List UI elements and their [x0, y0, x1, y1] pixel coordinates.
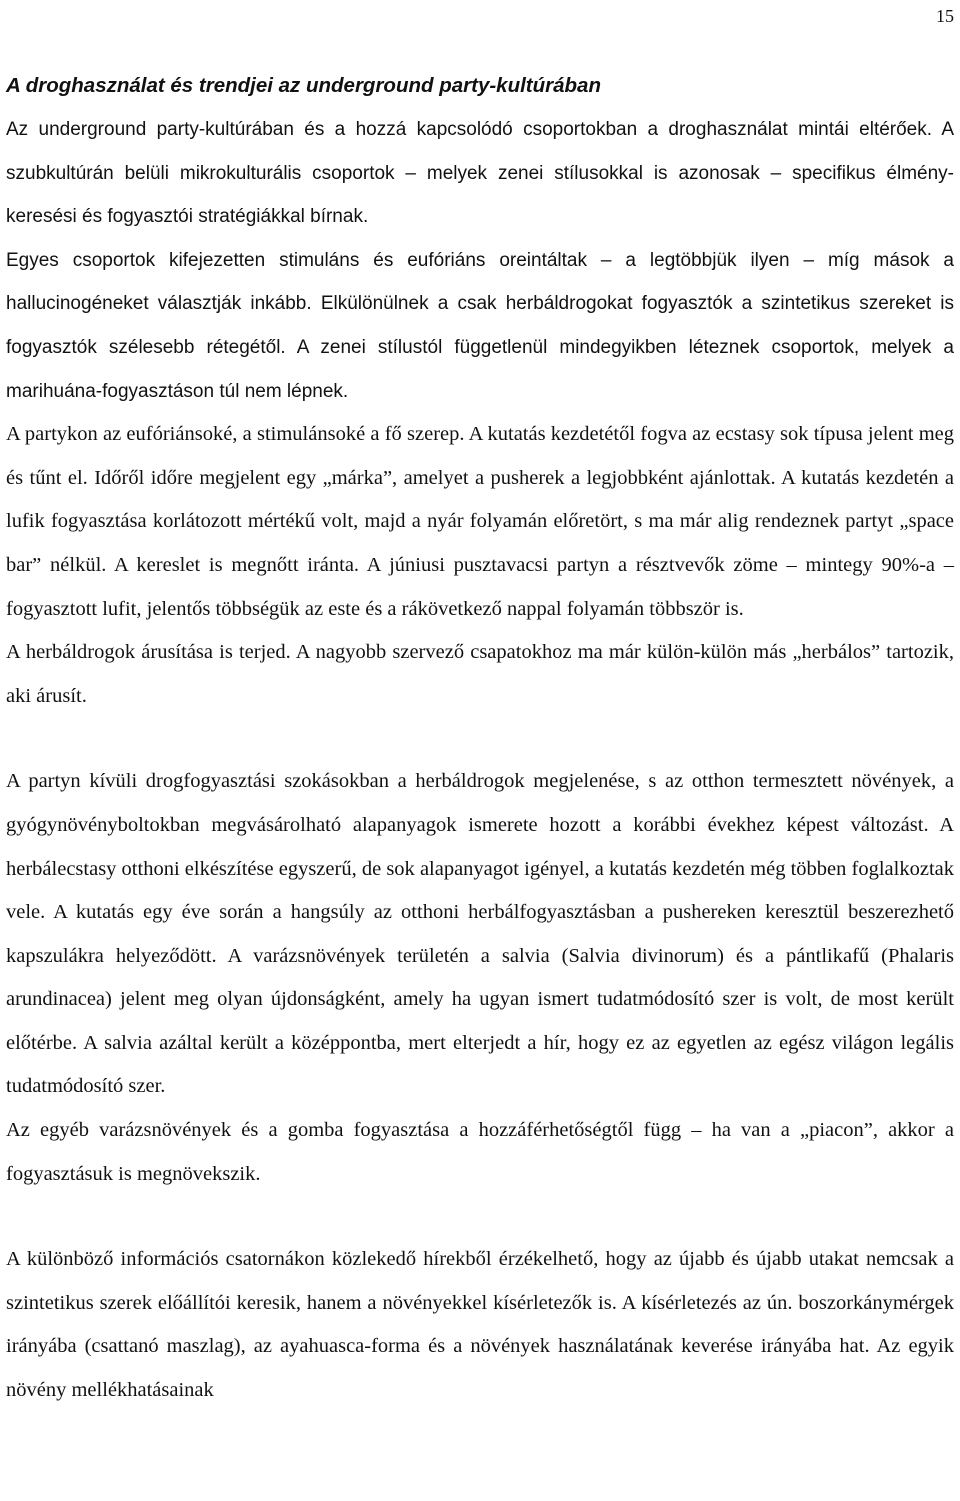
paragraph-intro: Az underground party-kultúrában és a hozzá kapcsolódó csoportokban a droghasználat mintái eltérőek. A szubkultúrán belüli mikrokulturális csoportok – melyek zenei stílusokkal is azonosak – specifikus élmény-keresési és fogyasztói stratégiákkal bírnak.: [6, 119, 954, 228]
paragraph-herbal-sales: A herbáldrogok árusítása is terjed. A nagyobb szervező csapatokhoz ma már külön-külön más „herbálos” tartozik, aki árusít.: [6, 641, 954, 707]
paragraph-magic-plants: Az egyéb varázsnövények és a gomba fogyasztása a hozzáférhetőségtől függ – ha van a „piacon”, akkor a fogyasztásuk is megnövekszik.: [6, 1119, 954, 1185]
paragraph-groups: Egyes csoportok kifejezetten stimuláns és eufóriáns oreintáltak – a legtöbbjük ilyen – míg mások a hallucinogéneket választják inkább. Elkülönülnek a csak herbáldrogokat fogyasztók a szintetikus szereket is fogyasztók szélesebb rétegétől. A zenei stílustól függetlenül mindegyikben léteznek csoportok, melyek a marihuána-fogyasztáson túl nem lépnek.: [6, 249, 954, 402]
paragraph-party-drugs: A partykon az eufóriánsoké, a stimulánsoké a fő szerep. A kutatás kezdetétől fogva az ecstasy sok típusa jelent meg és tűnt el. Időről időre megjelent egy „márka”, amelyet a pusherek a legjobbként ajánlottak. A kutatás kezdetén a lufik fogyasztása korlátozott mértékű volt, majd a nyár folyamán előretört, s ma már alig rendeznek partyt „space bar” nélkül. A kereslet is megnőtt iránta. A júniusi pusztavacsi partyn a résztvevők zöme – mintegy 90%-a – fogyasztott lufit, jelentős többségük az este és a rákövetkező nappal folyamán többször is.: [6, 423, 954, 620]
page-number: 15: [936, 6, 954, 26]
document-body: [6, 64, 954, 1413]
paragraph-gap: [6, 1196, 954, 1238]
section-heading: A droghasználat és trendjei az underground party-kultúrában: [6, 74, 601, 97]
paragraph-home-use: A partyn kívüli drogfogyasztási szokásokban a herbáldrogok megjelenése, s az otthon termesztett növények, a gyógynövényboltokban megvásárolható alapanyagok ismerete hozott a korábbi évekhez képest változást. A herbálecstasy otthoni elkészítése egyszerű, de sok alapanyagot igényel, a kutatás kezdetén még többen foglalkoztak vele. A kutatás egy éve során a hangsúly az otthoni herbálfogyasztásban a pushereken keresztül beszerezhető kapszulákra helyeződött. A varázsnövények területén a salvia (Salvia divinorum) és a pántlikafű (Phalaris arundinacea) jelent meg olyan újdonságként, amely ha ugyan ismert tudatmódosító szer is volt, de most került előtérbe. A salvia azáltal került a középpontba, mert elterjedt a hír, hogy ez az egyetlen az egész világon legális tudatmódosító szer.: [6, 770, 954, 1098]
paragraph-gap: [6, 718, 954, 760]
paragraph-experimentation: A különböző információs csatornákon közlekedő hírekből érzékelhető, hogy az újabb és újabb utakat nemcsak a szintetikus szerek előállítói keresik, hanem a növényekkel kísérletezők is. A kísérletezés az ún. boszorkánymérgek irányába (csattanó maszlag), az ayahuasca-forma és a növények használatának keverése irányába hat. Az egyik növény mellékhatásainak: [6, 1248, 954, 1402]
